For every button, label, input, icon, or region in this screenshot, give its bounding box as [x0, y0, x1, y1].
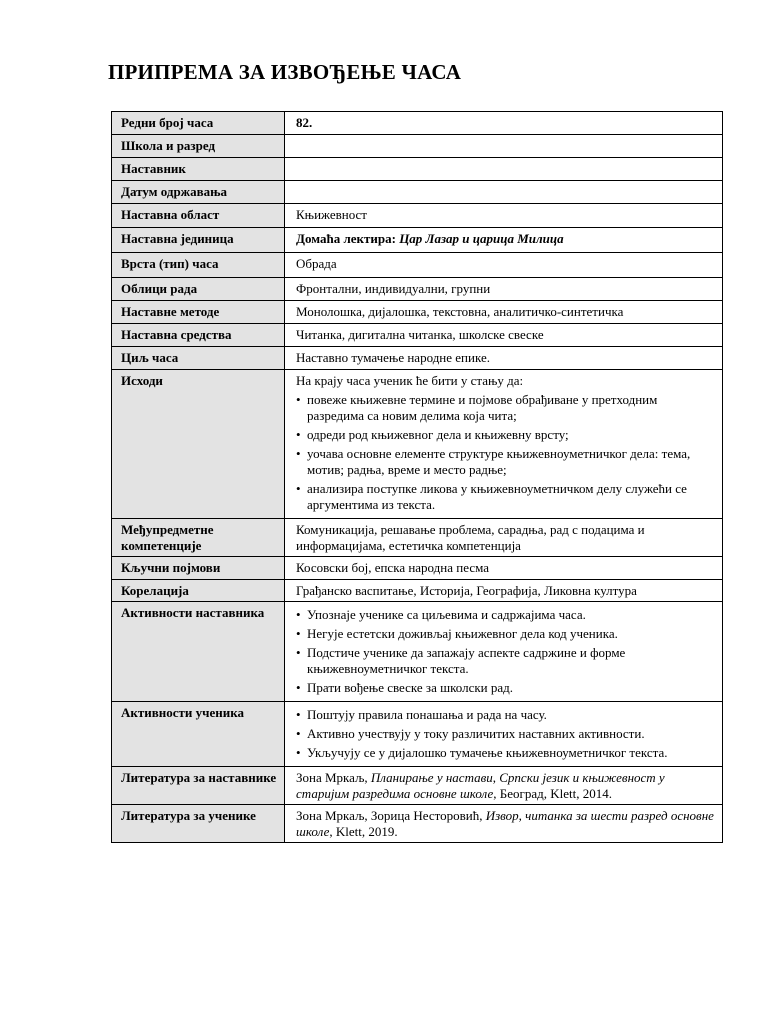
student-literature-author: Зона Мркаљ, Зорица Несторовић,	[296, 808, 486, 823]
table-row	[112, 580, 723, 602]
list-item: • Упознаје ученике са циљевима и садржајима часа.	[296, 607, 716, 623]
table-row	[112, 301, 723, 324]
row-label: Међупредметне компетенције	[112, 519, 285, 557]
teacher-literature-title: Планирање у настави	[370, 770, 493, 785]
teacher-activities-list	[296, 607, 716, 696]
table-row	[112, 602, 723, 702]
unit-value	[285, 228, 723, 253]
table-row	[112, 204, 723, 228]
table-row	[112, 181, 723, 204]
teacher-activities-value	[285, 602, 723, 702]
table-row	[112, 557, 723, 580]
list-item: • Укључују се у дијалошко тумачење књижевноуметничког текста.	[296, 745, 716, 761]
list-item: • Негује естетски доживљај књижевног дела код ученика.	[296, 626, 716, 642]
work-forms-value: Фронтални, индивидуални, групни	[285, 278, 723, 301]
table-row	[112, 158, 723, 181]
list-item: • уочава основне елементе структуре књижевноуметничког дела: тема, мотив; радња, време и место радње;	[296, 446, 716, 478]
table-row	[112, 370, 723, 519]
table-row	[112, 702, 723, 767]
outcomes-value	[285, 370, 723, 519]
table-row	[112, 324, 723, 347]
row-label: Литература за ученике	[112, 805, 285, 843]
list-item: • анализира поступке ликова у књижевноуметничком делу служећи се аргументима из текста.	[296, 481, 716, 513]
row-label: Наставна средства	[112, 324, 285, 347]
methods-value: Монолошка, дијалошка, текстовна, аналитичко-синтетичка	[285, 301, 723, 324]
student-activities-list	[296, 707, 716, 761]
row-label: Циљ часа	[112, 347, 285, 370]
row-label: Наставна област	[112, 204, 285, 228]
row-label: Облици рада	[112, 278, 285, 301]
row-label: Кључни појмови	[112, 557, 285, 580]
list-item: • Активно учествују у току различитих наставних активности.	[296, 726, 716, 742]
table-row	[112, 135, 723, 158]
row-label: Литература за наставнике	[112, 767, 285, 805]
row-label: Врста (тип) часа	[112, 253, 285, 278]
list-item: • Прати вођење свеске за школски рад.	[296, 680, 716, 696]
student-literature-value	[285, 805, 723, 843]
outcomes-intro: На крају часа ученик ће бити у стању да:	[296, 373, 524, 388]
table-row	[112, 253, 723, 278]
lesson-type-value: Обрада	[285, 253, 723, 278]
row-label: Исходи	[112, 370, 285, 519]
lesson-plan-table	[111, 111, 723, 843]
teacher-literature-value	[285, 767, 723, 805]
table-row	[112, 805, 723, 843]
row-label: Наставна јединица	[112, 228, 285, 253]
list-item: • Подстиче ученике да запажају аспекте садржине и форме књижевноуметничког текста.	[296, 645, 716, 677]
row-label: Школа и разред	[112, 135, 285, 158]
teacher-literature-publisher: , Београд, Klett, 2014.	[493, 786, 612, 801]
unit-prefix: Домаћа лектира:	[296, 231, 400, 246]
outcomes-list	[296, 392, 716, 513]
student-literature-publisher: , Klett, 2019.	[329, 824, 398, 839]
table-row	[112, 112, 723, 135]
row-label: Датум одржавања	[112, 181, 285, 204]
key-terms-value: Косовски бој, епска народна песма	[285, 557, 723, 580]
list-item: • одреди род књижевног дела и књижевну врсту;	[296, 427, 716, 443]
correlation-value: Грађанско васпитање, Историја, Географија, Ликовна култура	[285, 580, 723, 602]
table-row	[112, 228, 723, 253]
list-item: • Поштују правила понашања и рада на часу.	[296, 707, 716, 723]
student-literature-title: Извор, читанка за шести разред основне школе	[296, 808, 714, 839]
area-value: Књижевност	[285, 204, 723, 228]
unit-title: Цар Лазар и царица Милица	[399, 231, 564, 246]
materials-value: Читанка, дигитална читанка, школске свеске	[285, 324, 723, 347]
teacher-literature-author: Зона Мркаљ,	[296, 770, 371, 785]
row-label: Корелација	[112, 580, 285, 602]
teacher-literature-separator: ,	[492, 770, 500, 785]
row-label: Наставне методе	[112, 301, 285, 324]
table-row	[112, 347, 723, 370]
row-label: Активности ученика	[112, 702, 285, 767]
teacher-value	[285, 158, 723, 181]
table-row	[112, 767, 723, 805]
list-item: • повеже књижевне термине и појмове обрађиване у претходним разредима са новим делима која чита;	[296, 392, 716, 424]
table-row	[112, 278, 723, 301]
lesson-number: 82.	[285, 112, 723, 135]
page-title: ПРИПРЕМА ЗА ИЗВОЂЕЊЕ ЧАСА	[108, 60, 462, 84]
student-activities-value	[285, 702, 723, 767]
table-row	[112, 519, 723, 557]
row-label: Редни број часа	[112, 112, 285, 135]
row-label: Активности наставника	[112, 602, 285, 702]
date-value	[285, 181, 723, 204]
school-grade-value	[285, 135, 723, 158]
row-label: Наставник	[112, 158, 285, 181]
goal-value: Наставно тумачење народне епике.	[285, 347, 723, 370]
teacher-literature-subtitle: Српски језик и књижевност у старијим разредима основне школе	[296, 770, 665, 801]
competencies-value: Комуникација, решавање проблема, сарадња, рад с подацима и информацијама, естетичка компетенција	[285, 519, 723, 557]
